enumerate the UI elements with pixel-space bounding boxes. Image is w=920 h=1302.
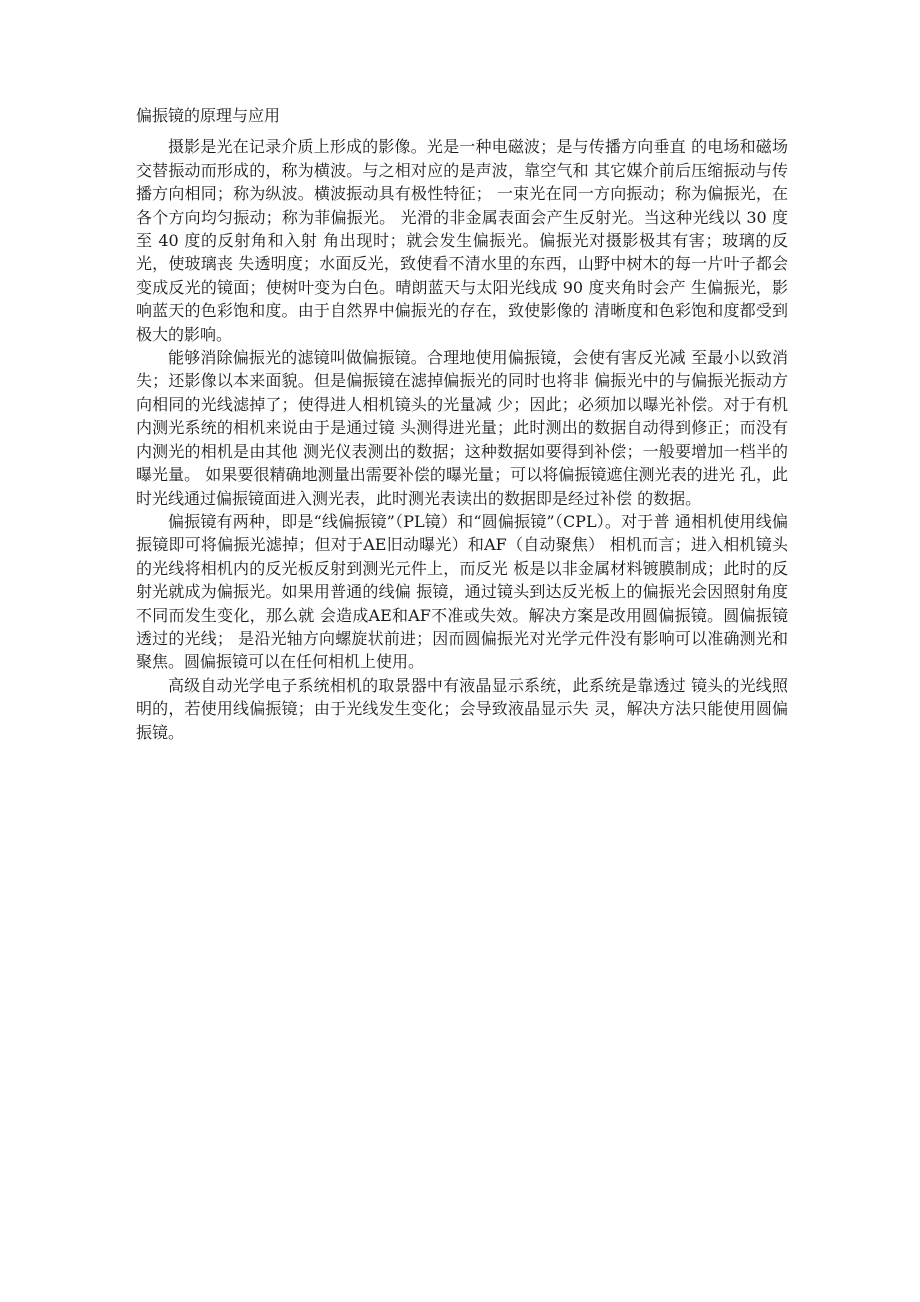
- paragraph-1: 摄影是光在记录介质上形成的影像。光是一种电磁波；是与传播方向垂直 的电场和磁场交替振动而形成的，称为横波。与之相对应的是声波，靠空气和 其它媒介前后压缩振动与传播方向相同；称为纵波。横波振动具有极性特征； 一束光在同一方向振动；称为偏振光，在各个方向均匀振动；称为菲偏振光。 光滑的非金属表面会产生反射光。当这种光线以 30 度至 40 度的反射角和入射 角出现时；就会发生偏振光。偏振光对摄影极其有害；玻璃的反光，使玻璃丧 失透明度；水面反光，致使看不清水里的东西，山野中树木的每一片叶子都会 变成反光的镜面；使树叶变为白色。晴朗蓝天与太阳光线成 90 度夹角时会产 生偏振光，影响蓝天的色彩饱和度。由于自然界中偏振光的存在，致使影像的 清晰度和色彩饱和度都受到极大的影响。: [136, 137, 788, 344]
- paragraph-4: 高级自动光学电子系统相机的取景器中有液晶显示系统，此系统是靠透过 镜头的光线照明的，若使用线偏振镜；由于光线发生变化；会导致液晶显示失 灵，解决方法只能使用圆偏振镜。: [136, 675, 788, 742]
- paragraph-3: 偏振镜有两种，即是“线偏振镜”（PL镜）和“圆偏振镜”（CPL）。对于普 通相机使用线偏振镜即可将偏振光滤掉；但对于AE旧动曝光）和AF（自动聚焦） 相机而言；进入相机镜头的光线将相机内的反光板反射到测光元件上，而反光 板是以非金属材料镀膜制成；此时的反射光就成为偏振光。如果用普通的线偏 振镜，通过镜头到达反光板上的偏振光会因照射角度不同而发生变化，那么就 会造成AE和AF不准或失效。解决方案是改用圆偏振镜。圆偏振镜透过的光线； 是沿光轴方向螺旋状前进；因而圆偏振光对光学元件没有影响可以准确测光和 聚焦。圆偏振镜可以在任何相机上使用。: [136, 511, 788, 672]
- paragraph-2: 能够消除偏振光的滤镜叫做偏振镜。合理地使用偏振镜，会使有害反光减 至最小以致消失；还影像以本来面貌。但是偏振镜在滤掉偏振光的同时也将非 偏振光中的与偏振光振动方向相同的光线滤掉了；使得进人相机镜头的光量减 少；因此；必须加以曝光补偿。对于有机内测光系统的相机来说由于是通过镜 头测得进光量；此时测出的数据自动得到修正；而没有内测光的相机是由其他 测光仪表测出的数据；这种数据如要得到补偿；一般要增加一档半的曝光量。 如果要很精确地测量出需要补偿的曝光量；可以将偏振镜遮住测光表的进光 孔，此时光线通过偏振镜面进入测光表，此时测光表读出的数据即是经过补偿 的数据。: [136, 348, 788, 508]
- document-title: 偏振镜的原理与应用: [136, 106, 281, 125]
- document-page: [136, 104, 788, 744]
